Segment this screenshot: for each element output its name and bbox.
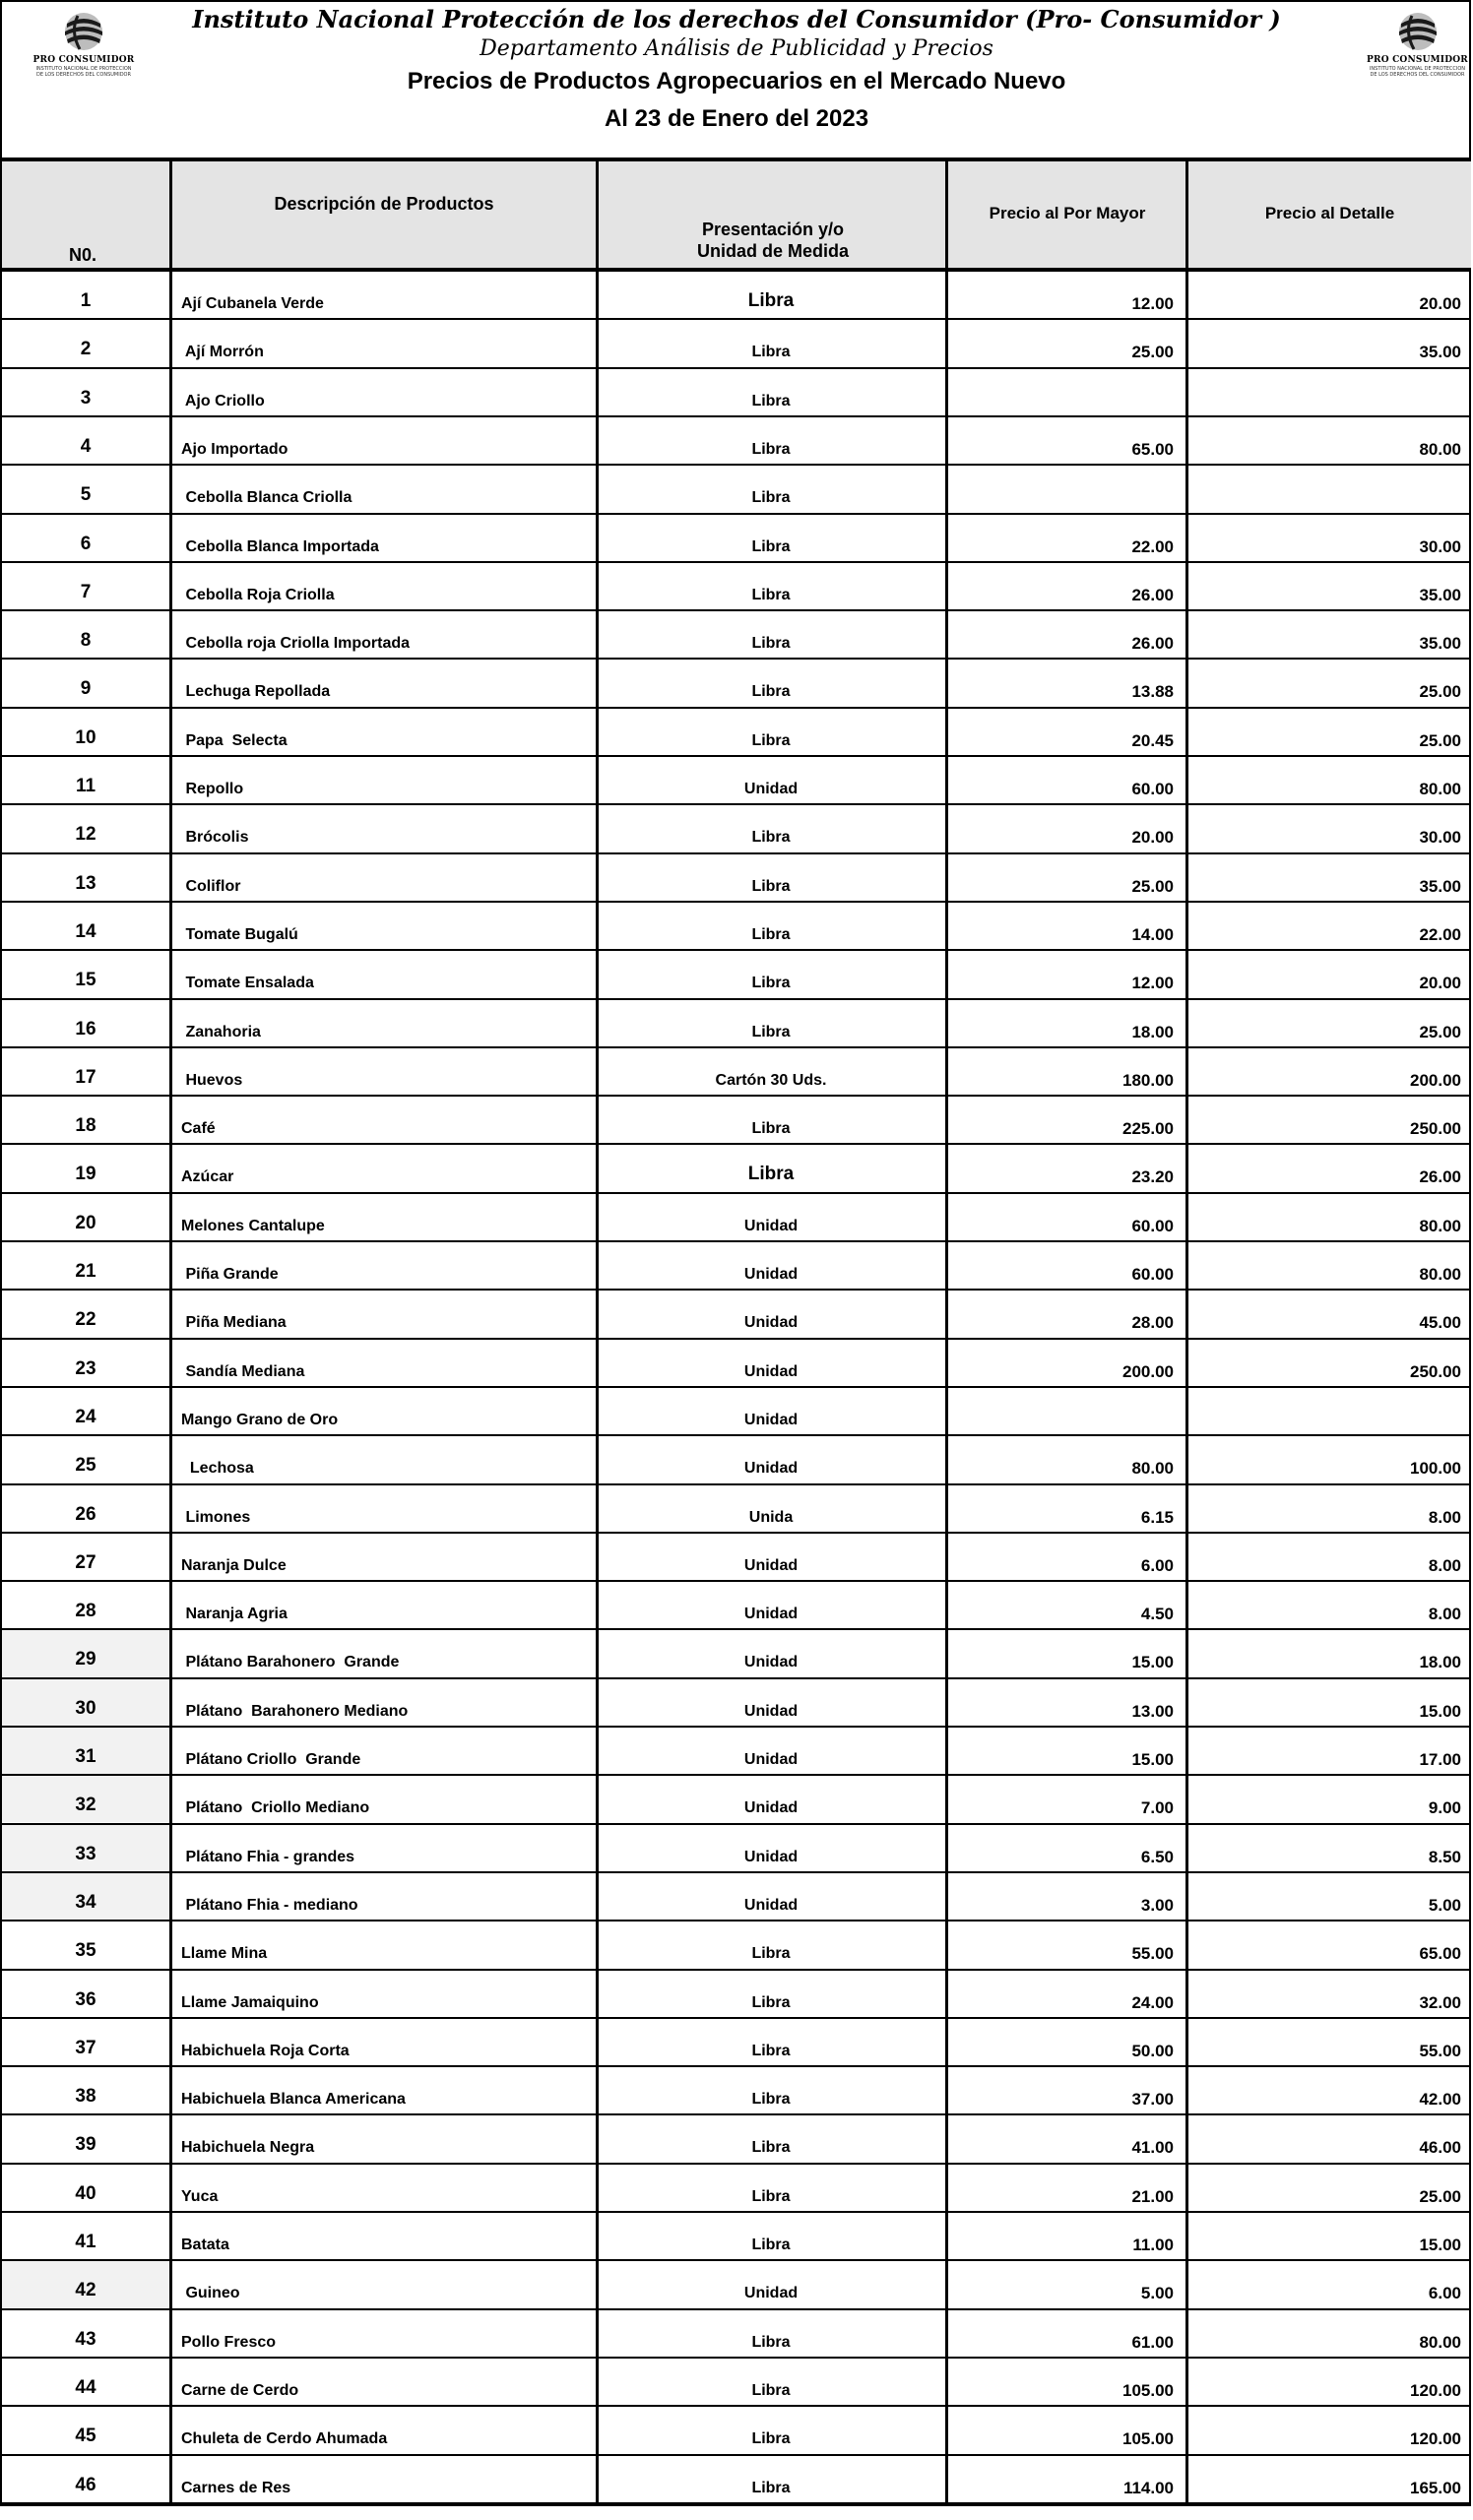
row-number: 30 <box>75 1698 96 1719</box>
unit-of-measure: Libra <box>751 683 791 700</box>
retail-price: 45.00 <box>1419 1313 1461 1332</box>
product-description: Melones Cantalupe <box>181 1218 325 1234</box>
table-row <box>2 854 1471 903</box>
product-description: Ajo Criollo <box>181 393 265 410</box>
row-number: 6 <box>80 534 92 554</box>
retail-price: 80.00 <box>1419 780 1461 798</box>
product-description: Plátano Barahonero Mediano <box>181 1703 409 1720</box>
table-row <box>2 2359 1471 2407</box>
table-row <box>2 1242 1471 1291</box>
table-row <box>2 2456 1471 2504</box>
retail-price: 100.00 <box>1410 1459 1461 1478</box>
row-number: 9 <box>80 678 92 699</box>
retail-price: 46.00 <box>1419 2138 1461 2157</box>
retail-price: 80.00 <box>1419 2333 1461 2352</box>
wholesale-price: 14.00 <box>1131 925 1174 944</box>
product-description: Huevos <box>181 1072 243 1089</box>
logo-name: PRO CONSUMIDOR <box>32 55 135 65</box>
logo-subtitle: INSTITUTO NACIONAL DE PROTECCION <box>1369 66 1466 72</box>
row-number: 24 <box>75 1407 96 1427</box>
product-description: Ajo Importado <box>181 441 288 458</box>
row-number: 36 <box>75 1989 96 2010</box>
table-row <box>2 1194 1471 1242</box>
row-number: 39 <box>75 2134 96 2155</box>
retail-price: 25.00 <box>1419 731 1461 750</box>
row-number: 38 <box>75 2086 96 2107</box>
row-number: 17 <box>75 1067 96 1088</box>
table-row <box>2 757 1471 805</box>
unit-of-measure: Unidad <box>743 781 799 797</box>
product-description: Chuleta de Cerdo Ahumada <box>181 2430 388 2447</box>
wholesale-price: 15.00 <box>1131 1750 1174 1769</box>
table-row <box>2 1534 1471 1582</box>
unit-of-measure: Libra <box>751 2043 791 2059</box>
product-description: Café <box>181 1120 216 1137</box>
table-row <box>2 660 1471 709</box>
product-description: Plátano Fhia - grandes <box>181 1849 355 1865</box>
row-number: 22 <box>75 1309 96 1330</box>
table-row <box>2 1873 1471 1922</box>
table-row <box>2 1097 1471 1145</box>
product-description: Carnes de Res <box>181 2480 291 2496</box>
row-number: 33 <box>75 1844 96 1864</box>
table-row <box>2 2115 1471 2165</box>
report-title: Precios de Productos Agropecuarios en el Mercado Nuevo <box>407 68 1066 94</box>
product-description: Pollo Fresco <box>181 2334 277 2351</box>
table-row <box>2 1776 1471 1825</box>
product-description: Llame Jamaiquino <box>181 1994 319 2011</box>
table-row <box>2 2407 1471 2456</box>
wholesale-price: 26.00 <box>1131 634 1174 653</box>
row-number: 41 <box>75 2232 96 2252</box>
table-row <box>2 1340 1471 1388</box>
unit-of-measure: Unidad <box>743 1849 799 1865</box>
wholesale-price: 15.00 <box>1131 1653 1174 1671</box>
unit-of-measure: Unidad <box>743 1314 799 1331</box>
unit-of-measure: Libra <box>751 2382 791 2399</box>
logo-name: PRO CONSUMIDOR <box>1367 55 1468 65</box>
unit-of-measure: Unidad <box>743 2285 799 2301</box>
unit-of-measure: Libra <box>751 344 791 360</box>
table-row <box>2 1145 1471 1194</box>
table-header <box>2 161 1471 272</box>
wholesale-price: 37.00 <box>1131 2090 1174 2109</box>
unit-of-measure: Libra <box>751 2091 791 2108</box>
unit-of-measure: Unidad <box>743 1703 799 1720</box>
wholesale-price: 13.00 <box>1131 1702 1174 1721</box>
row-number: 10 <box>75 727 96 748</box>
column-header-wholesale <box>949 161 1185 268</box>
wholesale-price: 23.20 <box>1131 1167 1174 1186</box>
column-header-description <box>171 161 597 268</box>
column-divider <box>169 161 172 2506</box>
product-description: Zanahoria <box>181 1024 261 1040</box>
table-row <box>2 1971 1471 2019</box>
wholesale-price: 225.00 <box>1122 1119 1174 1138</box>
row-number: 4 <box>80 436 92 457</box>
product-description: Sandía Mediana <box>181 1363 305 1380</box>
product-description: Cebolla Blanca Importada <box>181 538 379 555</box>
retail-price: 25.00 <box>1419 2187 1461 2206</box>
wholesale-price: 4.50 <box>1140 1605 1174 1623</box>
unit-of-measure: Cartón 30 Uds. <box>715 1072 827 1089</box>
institution-title: Instituto Nacional Protección de los derechos del Consumidor (Pro- Consumidor ) <box>192 5 1281 33</box>
product-description: Papa Selecta <box>181 732 288 749</box>
wholesale-price: 65.00 <box>1131 440 1174 459</box>
unit-of-measure: Unidad <box>743 1897 799 1914</box>
retail-price: 65.00 <box>1419 1944 1461 1963</box>
row-number: 21 <box>75 1261 96 1282</box>
row-number: 12 <box>75 824 96 845</box>
wholesale-price: 105.00 <box>1122 2381 1174 2400</box>
product-description: Ají Morrón <box>181 344 264 360</box>
unit-of-measure: Libra <box>751 732 791 749</box>
table-row <box>2 1922 1471 1971</box>
table-row <box>2 417 1471 466</box>
wholesale-price: 12.00 <box>1131 974 1174 992</box>
table-row <box>2 903 1471 951</box>
retail-price: 20.00 <box>1419 294 1461 313</box>
column-header-unit-label-2: Unidad de Medida <box>696 241 849 261</box>
table-row <box>2 2310 1471 2359</box>
globe-emblem-icon <box>1390 10 1445 53</box>
product-description: Lechuga Repollada <box>181 683 331 700</box>
product-description: Tomate Bugalú <box>181 926 298 943</box>
retail-price: 32.00 <box>1419 1993 1461 2012</box>
row-number: 5 <box>80 484 92 505</box>
retail-price: 17.00 <box>1419 1750 1461 1769</box>
product-description: Mango Grano de Oro <box>181 1412 339 1428</box>
unit-of-measure: Unidad <box>743 1751 799 1768</box>
unit-of-measure: Libra <box>747 1164 795 1184</box>
table-row <box>2 1582 1471 1630</box>
logo-subtitle: DE LOS DERECHOS DEL CONSUMIDOR <box>1370 72 1465 78</box>
retail-price: 42.00 <box>1419 2090 1461 2109</box>
product-description: Naranja Agria <box>181 1606 288 1622</box>
row-number: 23 <box>75 1358 96 1379</box>
column-header-unit-label-1: Presentación y/o <box>701 220 845 239</box>
retail-price: 18.00 <box>1419 1653 1461 1671</box>
retail-price: 80.00 <box>1419 1265 1461 1284</box>
wholesale-price: 41.00 <box>1131 2138 1174 2157</box>
retail-price: 250.00 <box>1410 1362 1461 1381</box>
table-row <box>2 1630 1471 1679</box>
row-number: 37 <box>75 2038 96 2058</box>
wholesale-price: 55.00 <box>1131 1944 1174 1963</box>
table-row <box>2 1291 1471 1340</box>
unit-of-measure: Unidad <box>743 1412 799 1428</box>
wholesale-price: 3.00 <box>1140 1896 1174 1915</box>
row-number: 14 <box>75 921 96 942</box>
department-title: Departamento Análisis de Publicidad y Precios <box>480 36 993 61</box>
unit-of-measure: Unidad <box>743 1460 799 1477</box>
unit-of-measure: Unidad <box>743 1218 799 1234</box>
retail-price: 9.00 <box>1428 1798 1461 1817</box>
column-header-number-label: N0. <box>69 245 97 265</box>
product-description: Batata <box>181 2236 229 2253</box>
wholesale-price: 11.00 <box>1132 2236 1174 2254</box>
table-row <box>2 320 1471 369</box>
row-number: 40 <box>75 2183 96 2204</box>
row-number: 3 <box>80 388 92 409</box>
table-row <box>2 1679 1471 1728</box>
product-description: Azúcar <box>181 1168 234 1185</box>
unit-of-measure: Unida <box>748 1509 794 1526</box>
product-description: Yuca <box>181 2188 219 2205</box>
table-row <box>2 2261 1471 2310</box>
row-number: 34 <box>75 1892 96 1913</box>
wholesale-price: 60.00 <box>1131 1265 1174 1284</box>
row-number: 18 <box>75 1115 96 1136</box>
unit-of-measure: Unidad <box>743 1799 799 1816</box>
product-description: Habichuela Roja Corta <box>181 2043 350 2059</box>
table-row <box>2 1388 1471 1436</box>
unit-of-measure: Libra <box>751 441 791 458</box>
row-number: 32 <box>75 1795 96 1815</box>
table-row <box>2 369 1471 417</box>
product-description: Llame Mina <box>181 1945 268 1962</box>
row-number: 45 <box>75 2426 96 2446</box>
product-description: Plátano Barahonero Grande <box>181 1654 400 1670</box>
wholesale-price: 50.00 <box>1131 2042 1174 2060</box>
row-number: 19 <box>75 1164 96 1184</box>
unit-of-measure: Libra <box>751 975 791 991</box>
column-header-description-label: Descripción de Productos <box>274 194 494 214</box>
product-description: Lechosa <box>181 1460 254 1477</box>
retail-price: 35.00 <box>1419 634 1461 653</box>
product-description: Limones <box>181 1509 251 1526</box>
retail-price: 22.00 <box>1419 925 1461 944</box>
retail-price: 80.00 <box>1419 1217 1461 1235</box>
row-number: 7 <box>80 582 92 602</box>
row-number: 15 <box>75 970 96 990</box>
unit-of-measure: Libra <box>751 829 791 846</box>
unit-of-measure: Libra <box>751 587 791 603</box>
retail-price: 80.00 <box>1419 440 1461 459</box>
row-number: 20 <box>75 1213 96 1233</box>
retail-price: 200.00 <box>1410 1071 1461 1090</box>
unit-of-measure: Unidad <box>743 1363 799 1380</box>
wholesale-price: 60.00 <box>1131 780 1174 798</box>
product-description: Piña Grande <box>181 1266 279 1283</box>
table-row <box>2 1436 1471 1485</box>
report-date: Al 23 de Enero del 2023 <box>604 105 869 132</box>
retail-price: 165.00 <box>1410 2479 1461 2497</box>
column-header-number <box>2 161 169 268</box>
retail-price: 30.00 <box>1419 828 1461 847</box>
unit-of-measure: Libra <box>751 1945 791 1962</box>
retail-price: 35.00 <box>1419 586 1461 604</box>
table-row <box>2 951 1471 1000</box>
retail-price: 55.00 <box>1419 2042 1461 2060</box>
row-number: 44 <box>75 2377 96 2398</box>
product-description: Guineo <box>181 2285 240 2301</box>
product-description: Ají Cubanela Verde <box>181 295 324 312</box>
unit-of-measure: Unidad <box>743 1557 799 1574</box>
retail-price: 35.00 <box>1419 877 1461 896</box>
table-row <box>2 1485 1471 1534</box>
document-header <box>2 2 1471 161</box>
product-description: Naranja Dulce <box>181 1557 287 1574</box>
retail-price: 6.00 <box>1428 2284 1461 2302</box>
table-row <box>2 515 1471 563</box>
unit-of-measure: Libra <box>751 1024 791 1040</box>
product-description: Habichuela Blanca Americana <box>181 2091 406 2108</box>
row-number: 11 <box>75 776 96 796</box>
unit-of-measure: Unidad <box>743 1654 799 1670</box>
column-header-wholesale-label: Precio al Por Mayor <box>989 204 1146 222</box>
table-row <box>2 1728 1471 1776</box>
unit-of-measure: Libra <box>751 926 791 943</box>
unit-of-measure: Libra <box>751 2139 791 2156</box>
row-number: 13 <box>75 873 96 894</box>
product-description: Habichuela Negra <box>181 2139 315 2156</box>
unit-of-measure: Libra <box>751 1994 791 2011</box>
wholesale-price: 28.00 <box>1131 1313 1174 1332</box>
retail-price: 8.50 <box>1428 1848 1461 1866</box>
table-row <box>2 2165 1471 2213</box>
wholesale-price: 6.15 <box>1140 1508 1174 1527</box>
row-number: 8 <box>80 630 92 651</box>
product-description: Piña Mediana <box>181 1314 287 1331</box>
row-number: 27 <box>75 1552 96 1573</box>
retail-price: 8.00 <box>1428 1605 1461 1623</box>
row-number: 35 <box>75 1940 96 1961</box>
retail-price: 250.00 <box>1410 1119 1461 1138</box>
column-divider <box>1185 161 1188 2506</box>
row-number: 46 <box>75 2475 96 2495</box>
table-row <box>2 709 1471 757</box>
retail-price: 20.00 <box>1419 974 1461 992</box>
product-description: Cebolla roja Criolla Importada <box>181 635 411 652</box>
row-number: 28 <box>75 1601 96 1621</box>
logo-right <box>1366 10 1469 89</box>
column-divider <box>945 161 948 2506</box>
retail-price: 8.00 <box>1428 1556 1461 1575</box>
table-row <box>2 2019 1471 2067</box>
unit-of-measure: Libra <box>751 2334 791 2351</box>
wholesale-price: 105.00 <box>1122 2429 1174 2448</box>
product-description: Plátano Fhia - mediano <box>181 1897 358 1914</box>
wholesale-price: 6.00 <box>1140 1556 1174 1575</box>
wholesale-price: 24.00 <box>1131 1993 1174 2012</box>
retail-price: 120.00 <box>1410 2381 1461 2400</box>
wholesale-price: 20.45 <box>1131 731 1174 750</box>
retail-price: 5.00 <box>1428 1896 1461 1915</box>
unit-of-measure: Libra <box>751 489 791 506</box>
table-row <box>2 1000 1471 1048</box>
row-number: 1 <box>80 290 92 311</box>
wholesale-price: 21.00 <box>1131 2187 1174 2206</box>
wholesale-price: 80.00 <box>1131 1459 1174 1478</box>
wholesale-price: 6.50 <box>1140 1848 1174 1866</box>
product-description: Tomate Ensalada <box>181 975 314 991</box>
row-number: 31 <box>75 1746 96 1767</box>
retail-price: 25.00 <box>1419 682 1461 701</box>
table-row <box>2 563 1471 611</box>
unit-of-measure: Libra <box>751 538 791 555</box>
wholesale-price: 200.00 <box>1122 1362 1174 1381</box>
product-description: Brócolis <box>181 829 249 846</box>
product-description: Carne de Cerdo <box>181 2382 299 2399</box>
wholesale-price: 61.00 <box>1131 2333 1174 2352</box>
row-number: 43 <box>75 2329 96 2350</box>
wholesale-price: 20.00 <box>1131 828 1174 847</box>
wholesale-price: 5.00 <box>1140 2284 1174 2302</box>
wholesale-price: 180.00 <box>1122 1071 1174 1090</box>
wholesale-price: 22.00 <box>1131 537 1174 556</box>
retail-price: 15.00 <box>1419 1702 1461 1721</box>
logo-subtitle: INSTITUTO NACIONAL DE PROTECCION <box>35 66 132 72</box>
column-header-unit <box>600 161 946 268</box>
product-description: Plátano Criollo Grande <box>181 1751 361 1768</box>
table-row <box>2 466 1471 515</box>
retail-price: 30.00 <box>1419 537 1461 556</box>
table-row <box>2 272 1471 320</box>
retail-price: 15.00 <box>1419 2236 1461 2254</box>
unit-of-measure: Libra <box>751 2236 791 2253</box>
retail-price: 25.00 <box>1419 1023 1461 1041</box>
unit-of-measure: Libra <box>747 290 795 311</box>
table-row <box>2 2067 1471 2115</box>
retail-price: 8.00 <box>1428 1508 1461 1527</box>
table-row <box>2 611 1471 660</box>
unit-of-measure: Libra <box>751 393 791 410</box>
wholesale-price: 60.00 <box>1131 1217 1174 1235</box>
row-number: 16 <box>75 1019 96 1040</box>
row-number: 25 <box>75 1455 96 1476</box>
row-number: 29 <box>75 1649 96 1670</box>
retail-price: 120.00 <box>1410 2429 1461 2448</box>
wholesale-price: 18.00 <box>1131 1023 1174 1041</box>
unit-of-measure: Libra <box>751 2188 791 2205</box>
unit-of-measure: Libra <box>751 2480 791 2496</box>
row-number: 26 <box>75 1504 96 1525</box>
unit-of-measure: Unidad <box>743 1606 799 1622</box>
unit-of-measure: Unidad <box>743 1266 799 1283</box>
retail-price: 35.00 <box>1419 343 1461 361</box>
row-number: 2 <box>80 339 92 359</box>
wholesale-price: 25.00 <box>1131 877 1174 896</box>
row-number: 42 <box>75 2280 96 2300</box>
table-row <box>2 1825 1471 1873</box>
wholesale-price: 7.00 <box>1140 1798 1174 1817</box>
wholesale-price: 25.00 <box>1131 343 1174 361</box>
wholesale-price: 26.00 <box>1131 586 1174 604</box>
logo-subtitle: DE LOS DERECHOS DEL CONSUMIDOR <box>36 72 131 78</box>
product-description: Plátano Criollo Mediano <box>181 1799 370 1816</box>
wholesale-price: 13.88 <box>1131 682 1174 701</box>
unit-of-measure: Libra <box>751 1120 791 1137</box>
product-description: Cebolla Blanca Criolla <box>181 489 352 506</box>
table-row <box>2 805 1471 854</box>
wholesale-price: 114.00 <box>1122 2479 1174 2497</box>
table-row <box>2 2213 1471 2261</box>
column-divider <box>596 161 599 2506</box>
unit-of-measure: Libra <box>751 2430 791 2447</box>
unit-of-measure: Libra <box>751 635 791 652</box>
column-header-retail <box>1188 161 1471 268</box>
wholesale-price: 12.00 <box>1131 294 1174 313</box>
product-description: Coliflor <box>181 878 241 895</box>
retail-price: 26.00 <box>1419 1167 1461 1186</box>
table-row <box>2 1048 1471 1097</box>
unit-of-measure: Libra <box>751 878 791 895</box>
column-header-retail-label: Precio al Detalle <box>1264 204 1395 222</box>
product-description: Repollo <box>181 781 244 797</box>
product-description: Cebolla Roja Criolla <box>181 587 335 603</box>
